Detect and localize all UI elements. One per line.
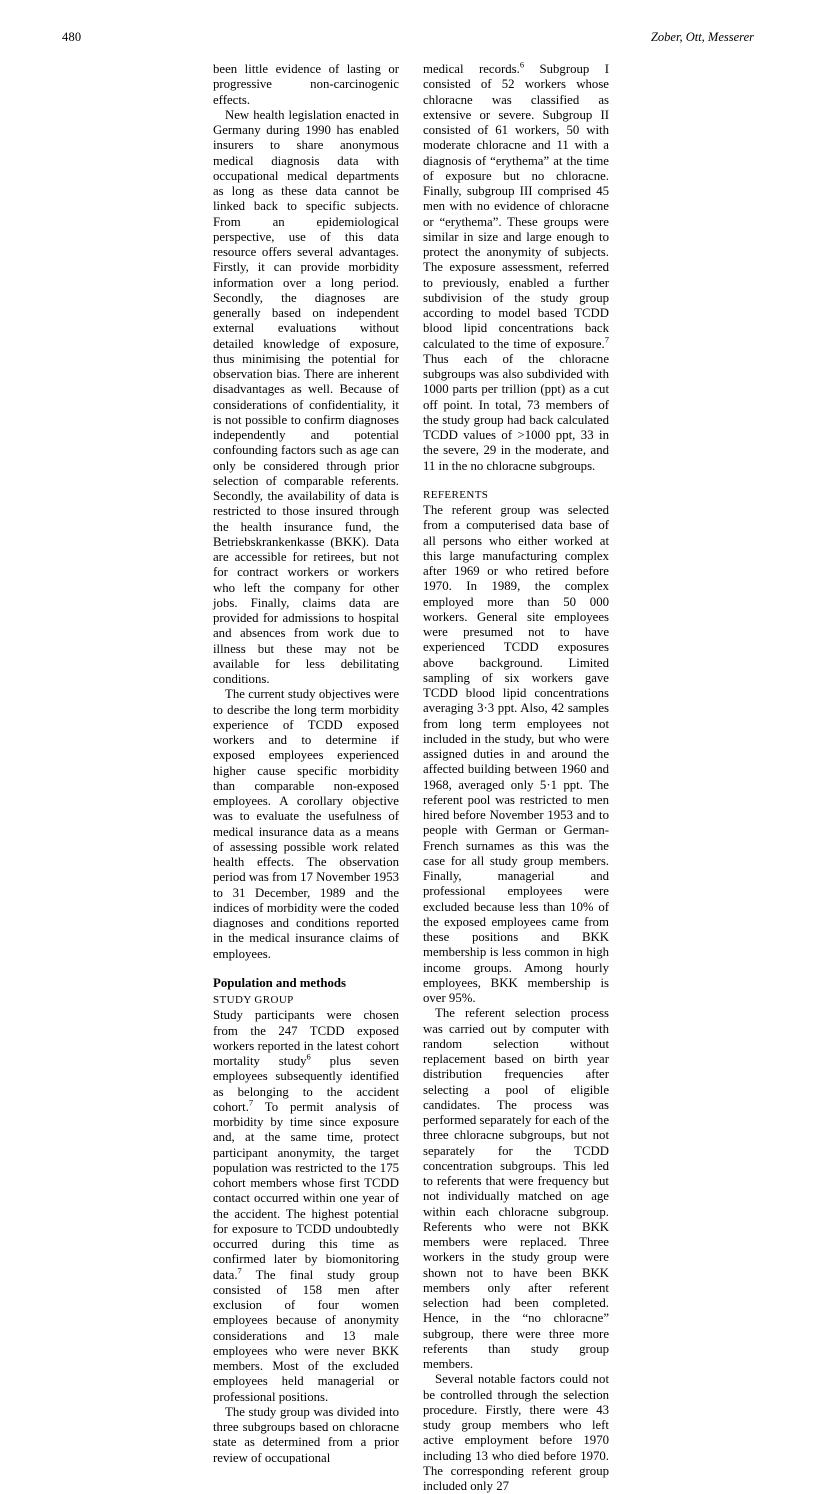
paragraph: been little evidence of lasting or progressive non-carcinogenic effects.	[213, 62, 399, 107]
article-body	[213, 59, 609, 1494]
section-heading: Population and methods	[213, 975, 346, 990]
paragraph: The study group was divided into three subgroups based on chloracne state as determined from a prior review of occupational	[213, 1404, 399, 1465]
paragraph: Several notable factors could not be controlled through the selection procedure. Firstly, there were 43 study group members who left active employment before 1970 including 13 who died before 1970. The corresponding referent group included only 27	[423, 1372, 609, 1493]
page-number: 480	[62, 30, 82, 44]
paragraph: The referent selection process was carried out by computer with random selection without replacement based on birth year distribution frequencies after selecting a pool of eligible candidates. The process was performed separately for each of the three chloracne subgroups, but not separately for the TCDD concentration subgroups. This led to referents that were frequency but not individually matched on age within each chloracne subgroup. Referents who were not BKK members were replaced. Three workers in the study group were shown not to have been BKK members only after referent selection had been completed. Hence, in the “no chloracne” subgroup, there were three more referents than study group members.	[423, 1006, 609, 1371]
left-column	[213, 62, 399, 1494]
right-column	[423, 59, 609, 1494]
paragraph: medical records.$^6$ Subgroup I consisted of 52 workers whose chloracne was classified as extensive or severe. Subgroup II consisted of 61 workers, 50 with moderate chloracne and 11 with a diagnosis of “erythema” at the time of exposure but no chloracne. Finally, subgroup III comprised 45 men with no evidence of chloracne or “erythema”. These groups were similar in size and large enough to protect the anonymity of subjects. The exposure assessment, referred to previously, enabled a further subdivision of the study group according to model based TCDD blood lipid concentrations back calculated to the time of exposure.$^7$ Thus each of the chloracne subgroups was also subdivided with 1000 parts per trillion (ppt) as a cut off point. In total, 73 members of the study group had back calculated TCDD values of >1000 ppt, 33 in the severe, 29 in the moderate, and 11 in the no chloracne subgroups.	[423, 59, 609, 473]
paragraph: New health legislation enacted in Germany during 1990 has enabled insurers to share anonymous medical diagnosis data with occupational medical departments as long as these data cannot be linked back to specific subjects. From an epidemiological perspective, use of this data resource offers several advantages. Firstly, it can provide morbidity information over a long period. Secondly, the diagnoses are generally based on independent external evaluations without detailed knowledge of exposure, thus minimising the potential for observation bias. There are inherent disadvantages as well. Because of considerations of confidentiality, it is not possible to confirm diagnoses independently and potential confounding factors such as age can only be considered through prior selection of comparable referents. Secondly, the availability of data is restricted to those insured through the health insurance fund, the Betriebskrankenkasse (BKK). Data are accessible for retirees, but not for contract workers or workers who left the company for other jobs. Finally, claims data are provided for admissions to hospital and absences from work due to illness but these may not be available for less debilitating conditions.	[213, 107, 399, 686]
running-head-authors: Zober, Ott, Messerer	[650, 30, 754, 44]
paragraph: The referent group was selected from a computerised data base of all persons who either worked at this large manufacturing complex after 1969 or who retired before 1970. In 1989, the complex employed more than 50 000 workers. General site employees were presumed not to have experienced TCDD exposures above background. Limited sampling of six workers gave TCDD blood lipid concentrations averaging 3·3 ppt. Also, 42 samples from long term employees not included in the study, but who were assigned duties in and around the affected building between 1960 and 1968, averaged only 5·1 ppt. The referent pool was restricted to men hired before November 1953 and to people with German or German-French surnames as this was the case for all study group members. Finally, managerial and professional employees were excluded because less than 10% of the exposed employees came from these positions and BKK membership is less common in high income groups. Among hourly employees, BKK membership is over 95%.	[423, 503, 609, 1005]
paragraph: The current study objectives were to describe the long term morbidity experience of TCDD exposed workers and to determine if exposed employees experienced higher cause specific morbidity than comparable non-exposed employees. A corollary objective was to evaluate the usefulness of medical insurance data as a means of assessing possible work related health effects. The observation period was from 17 November 1953 to 31 December, 1989 and the indices of morbidity were the coded diagnoses and conditions reported in the medical insurance claims of employees.	[213, 687, 399, 961]
subsection-heading: STUDY GROUP	[213, 994, 294, 1006]
subsection-heading: REFERENTS	[423, 488, 489, 501]
paragraph: Study participants were chosen from the 247 TCDD exposed workers reported in the latest cohort mortality study$^6$ plus seven employees subsequently identified as belonging to the accident cohort.$^7$ To permit analysis of morbidity by time since exposure and, at the same time, protect participant anonymity, the target population was restricted to the 175 cohort members whose first TCDD contact occurred within one year of the accident. The highest potential for exposure to TCDD undoubtedly occurred during this time as confirmed later by biomonitoring data.$^7$ The final study group consisted of 158 men after exclusion of four women employees because of anonymity considerations and 13 male employees who were never BKK members. Most of the excluded employees held managerial or professional positions.	[213, 1008, 400, 1404]
page-header	[62, 30, 754, 48]
